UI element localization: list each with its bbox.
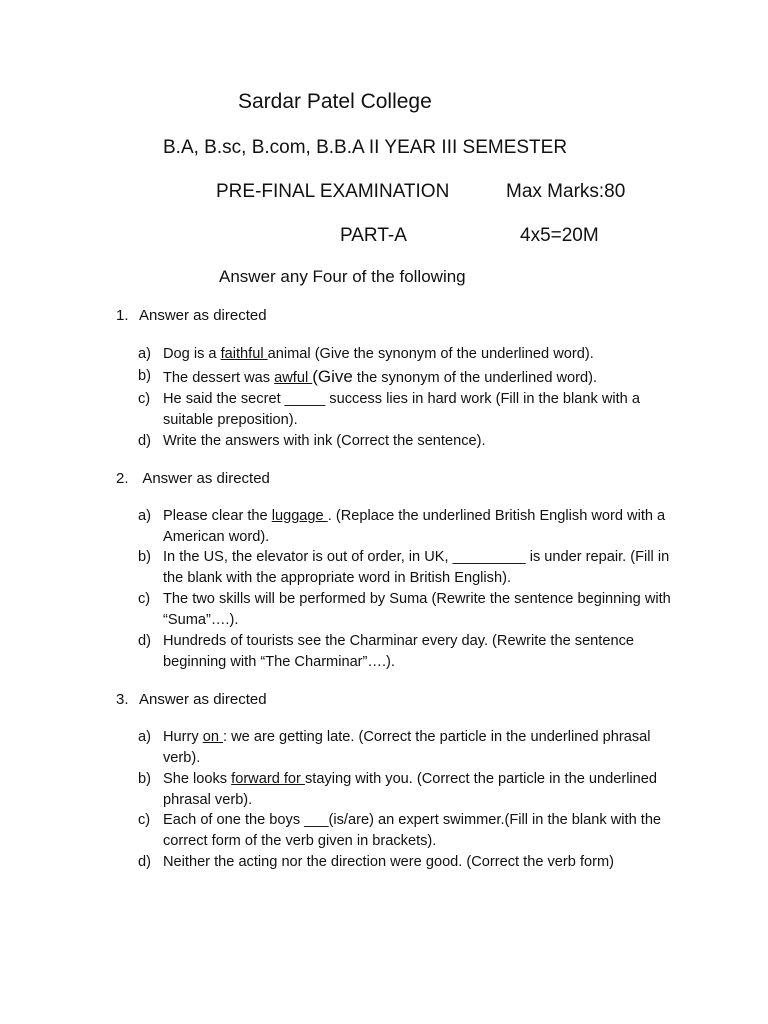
list-item: c) The two skills will be performed by Suma (Rewrite the sentence beginning with “Suma”….). — [138, 591, 671, 628]
item-label: d) — [138, 854, 151, 870]
underlined-word: on — [202, 729, 224, 745]
question-number: 1. — [116, 307, 129, 324]
item-label: d) — [138, 433, 151, 449]
list-item: a) Dog is a faithful animal (Give the synonym of the underlined word). — [138, 344, 673, 365]
list-item: b) She looks forward for staying with you. (Correct the particle in the underlined phrasal verb). — [138, 771, 658, 808]
exam-title: PRE-FINAL EXAMINATION — [216, 181, 450, 202]
list-item: d) Write the answers with ink (Correct the sentence). — [138, 431, 673, 452]
item-label: b) — [138, 549, 151, 565]
item-label: b) — [138, 368, 151, 384]
list-item: b) In the US, the elevator is out of order, in UK, _________ is under repair. (Fill in the blank with the appropriate word in British English). — [138, 549, 670, 586]
list-item: c) He said the secret _____ success lies in hard work (Fill in the blank with a suitable preposition). — [138, 391, 640, 428]
question-number: 2. — [116, 470, 129, 487]
list-item: a) Hurry on : we are getting late. (Correct the particle in the underlined phrasal verb). — [138, 729, 651, 766]
list-item: c) Each of one the boys ___(is/are) an expert swimmer.(Fill in the blank with the correct form of the verb given in brackets). — [138, 812, 662, 849]
item-label: b) — [138, 771, 151, 787]
item-label: a) — [138, 508, 151, 524]
question-title: Answer as directed — [139, 691, 267, 708]
underlined-word: forward for — [231, 771, 305, 787]
instruction: Answer any Four of the following — [219, 267, 466, 286]
max-marks: Max Marks:80 — [506, 181, 626, 202]
list-item: a) Please clear the luggage . (Replace the underlined British English word with a American word). — [138, 508, 666, 545]
part-label: PART-A — [340, 225, 407, 246]
item-label: d) — [138, 633, 151, 649]
part-marks: 4x5=20M — [520, 225, 599, 246]
underlined-word: faithful — [220, 346, 268, 362]
list-item: d) Neither the acting nor the direction were good. (Correct the verb form) — [138, 852, 673, 873]
course-line: B.A, B.sc, B.com, B.B.A II YEAR III SEMESTER — [163, 137, 568, 158]
item-label: c) — [138, 812, 151, 828]
college-name: Sardar Patel College — [238, 90, 432, 113]
underlined-word: awful — [274, 370, 313, 386]
question-title: Answer as directed — [139, 470, 270, 487]
item-label: c) — [138, 391, 151, 407]
list-item: b) The dessert was awful (Give the synonym of the underlined word). — [138, 367, 598, 386]
underlined-word: luggage — [271, 508, 328, 524]
question-number: 3. — [116, 691, 129, 708]
item-label: c) — [138, 591, 151, 607]
item-label: a) — [138, 729, 151, 745]
question-title: Answer as directed — [139, 307, 267, 324]
item-label: a) — [138, 346, 151, 362]
list-item: d) Hundreds of tourists see the Charminar every day. (Rewrite the sentence beginning with “The Charminar”….). — [138, 633, 635, 670]
